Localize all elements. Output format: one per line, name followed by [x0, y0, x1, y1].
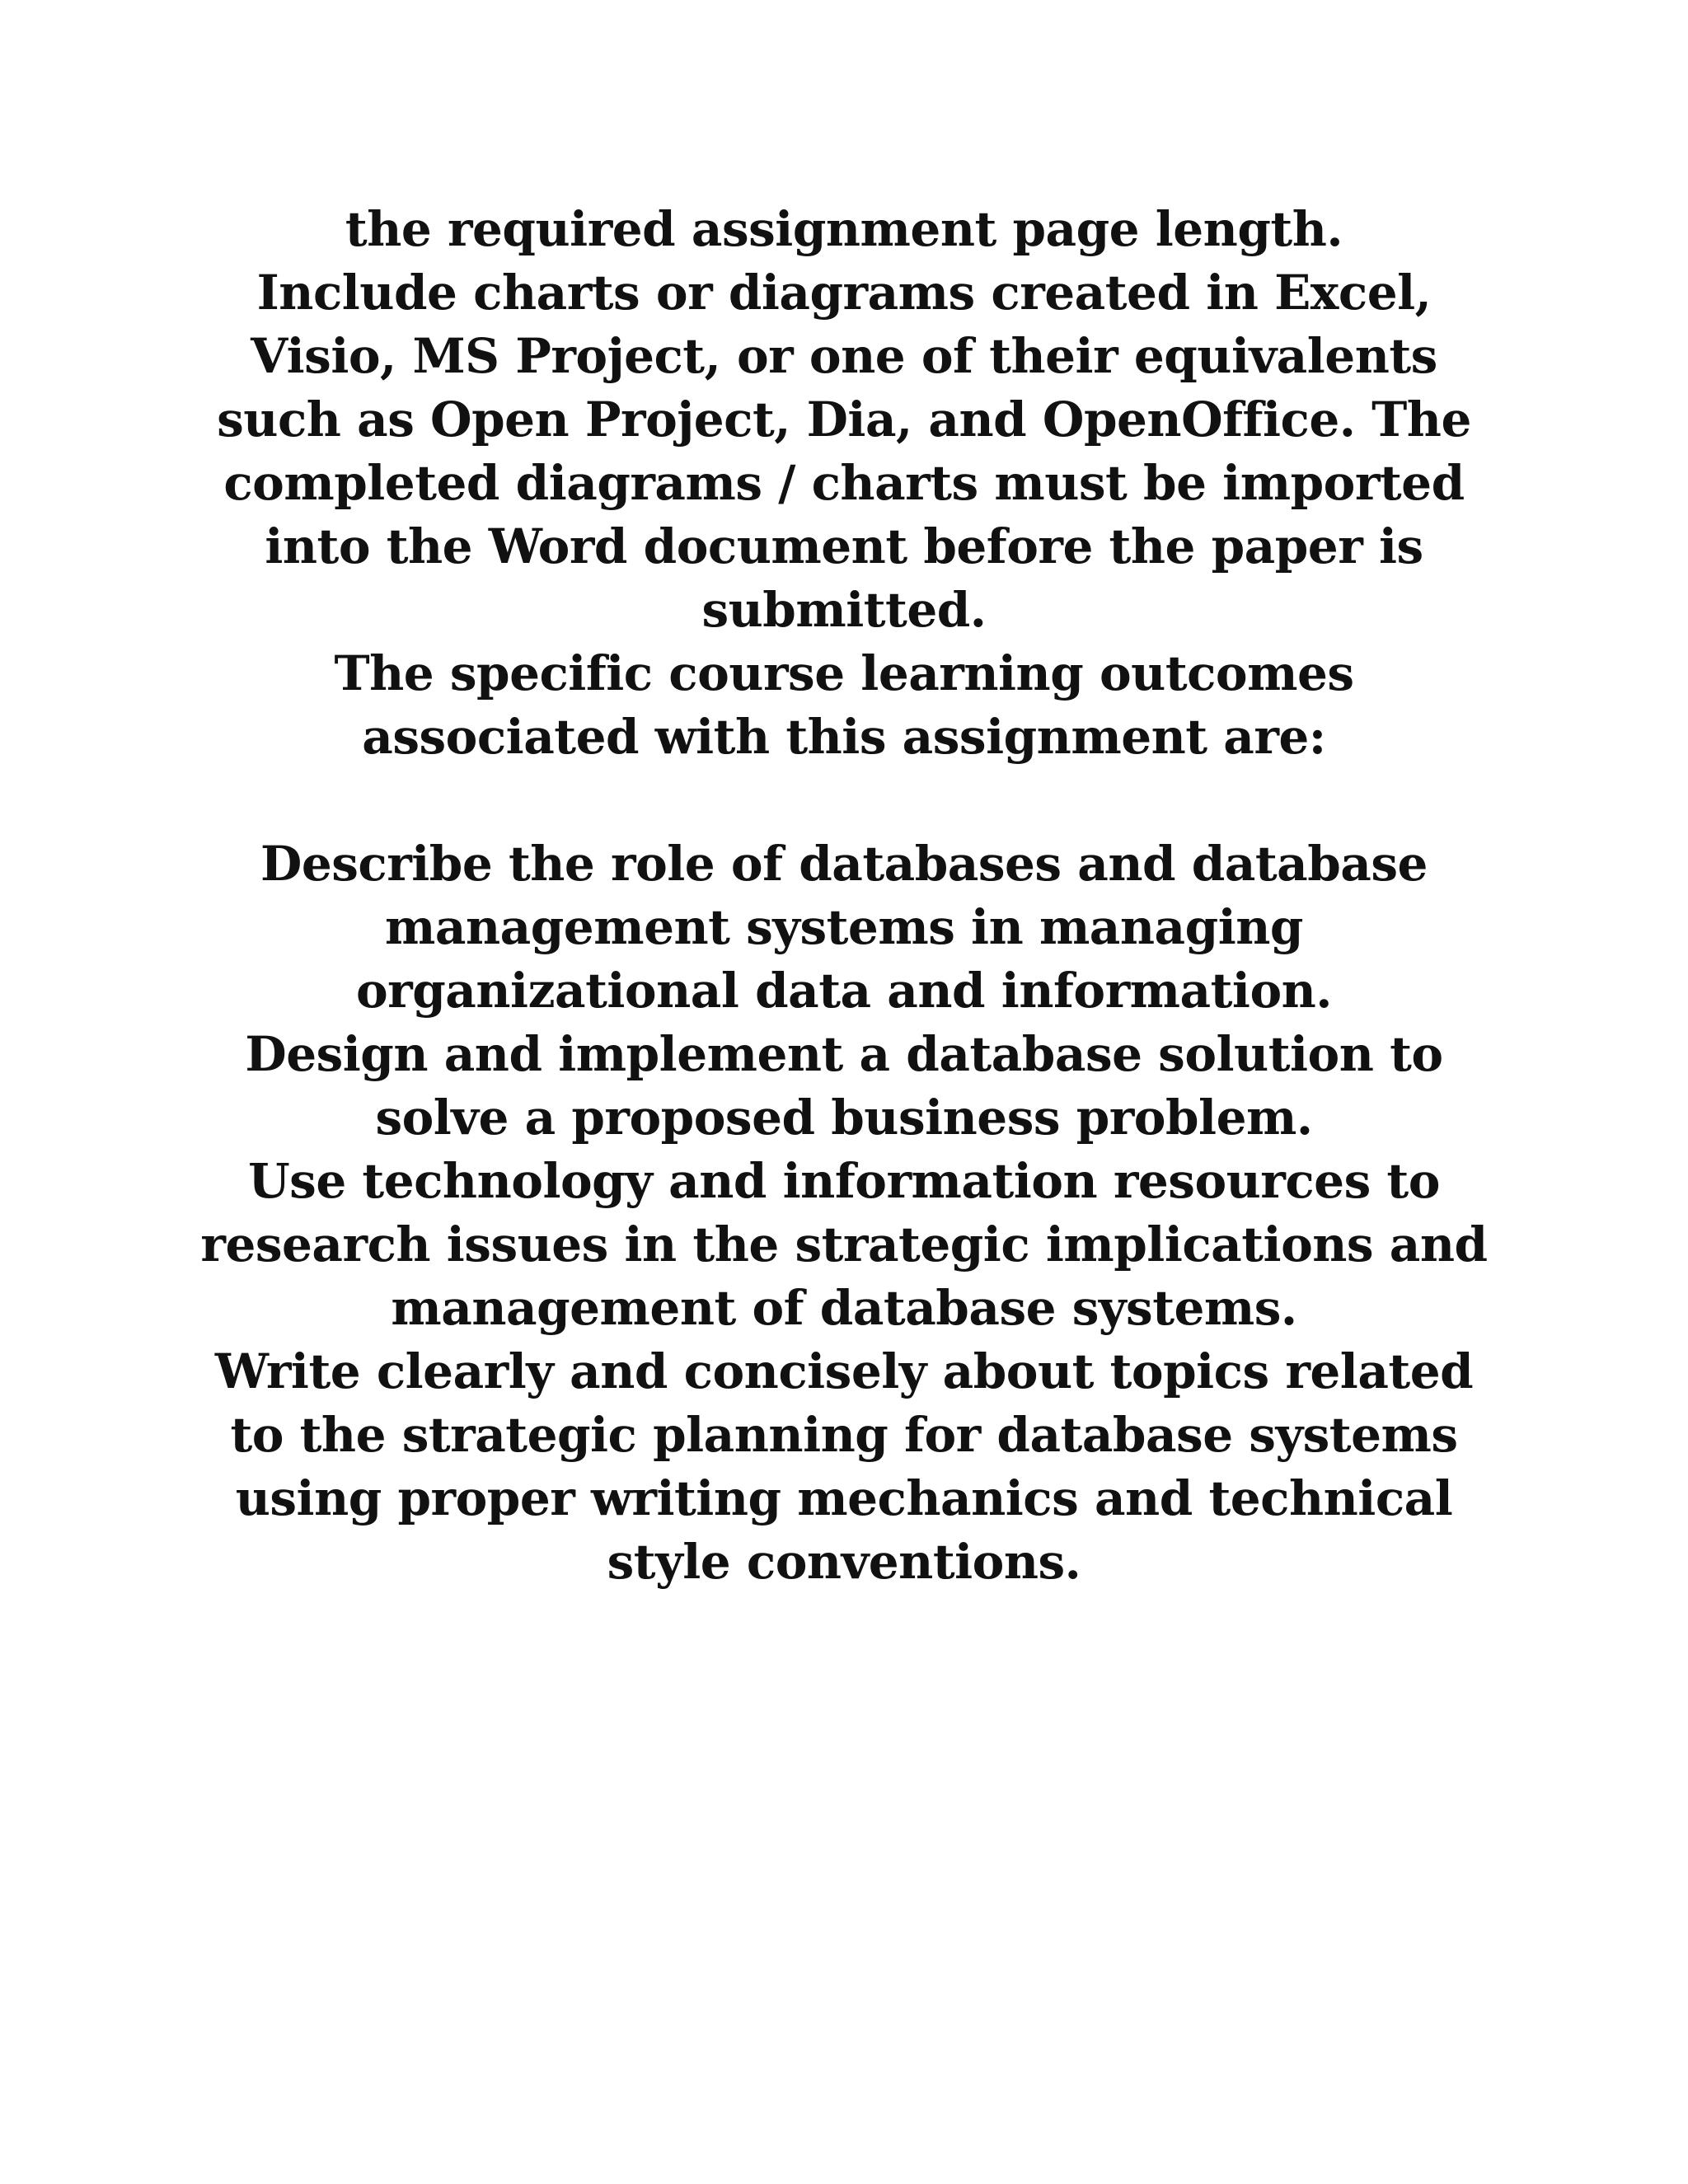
outcome-item: Use technology and information resources to research issues in the strategic implications and management of database systems. — [200, 1153, 1488, 1336]
paragraph-learning-outcomes-intro: The specific course learning outcomes associated with this assignment are: — [334, 645, 1354, 765]
document-body — [190, 198, 1498, 1594]
outcome-item: Describe the role of databases and database management systems in managing organizational data and information. — [260, 836, 1428, 1019]
paragraph-charts-diagrams: Include charts or diagrams created in Excel, Visio, MS Project, or one of their equivalents such as Open Project, Dia, and OpenOffice. The completed diagrams / charts must be imported into the Word document before the paper is submitted. — [217, 265, 1471, 638]
blank-line — [190, 769, 1498, 832]
paragraph-page-length: the required assignment page length. — [345, 201, 1343, 257]
outcome-item: Design and implement a database solution to solve a proposed business problem. — [245, 1026, 1443, 1146]
outcome-item: Write clearly and concisely about topics related to the strategic planning for database systems using proper writing mechanics and technical style conventions. — [214, 1343, 1474, 1590]
